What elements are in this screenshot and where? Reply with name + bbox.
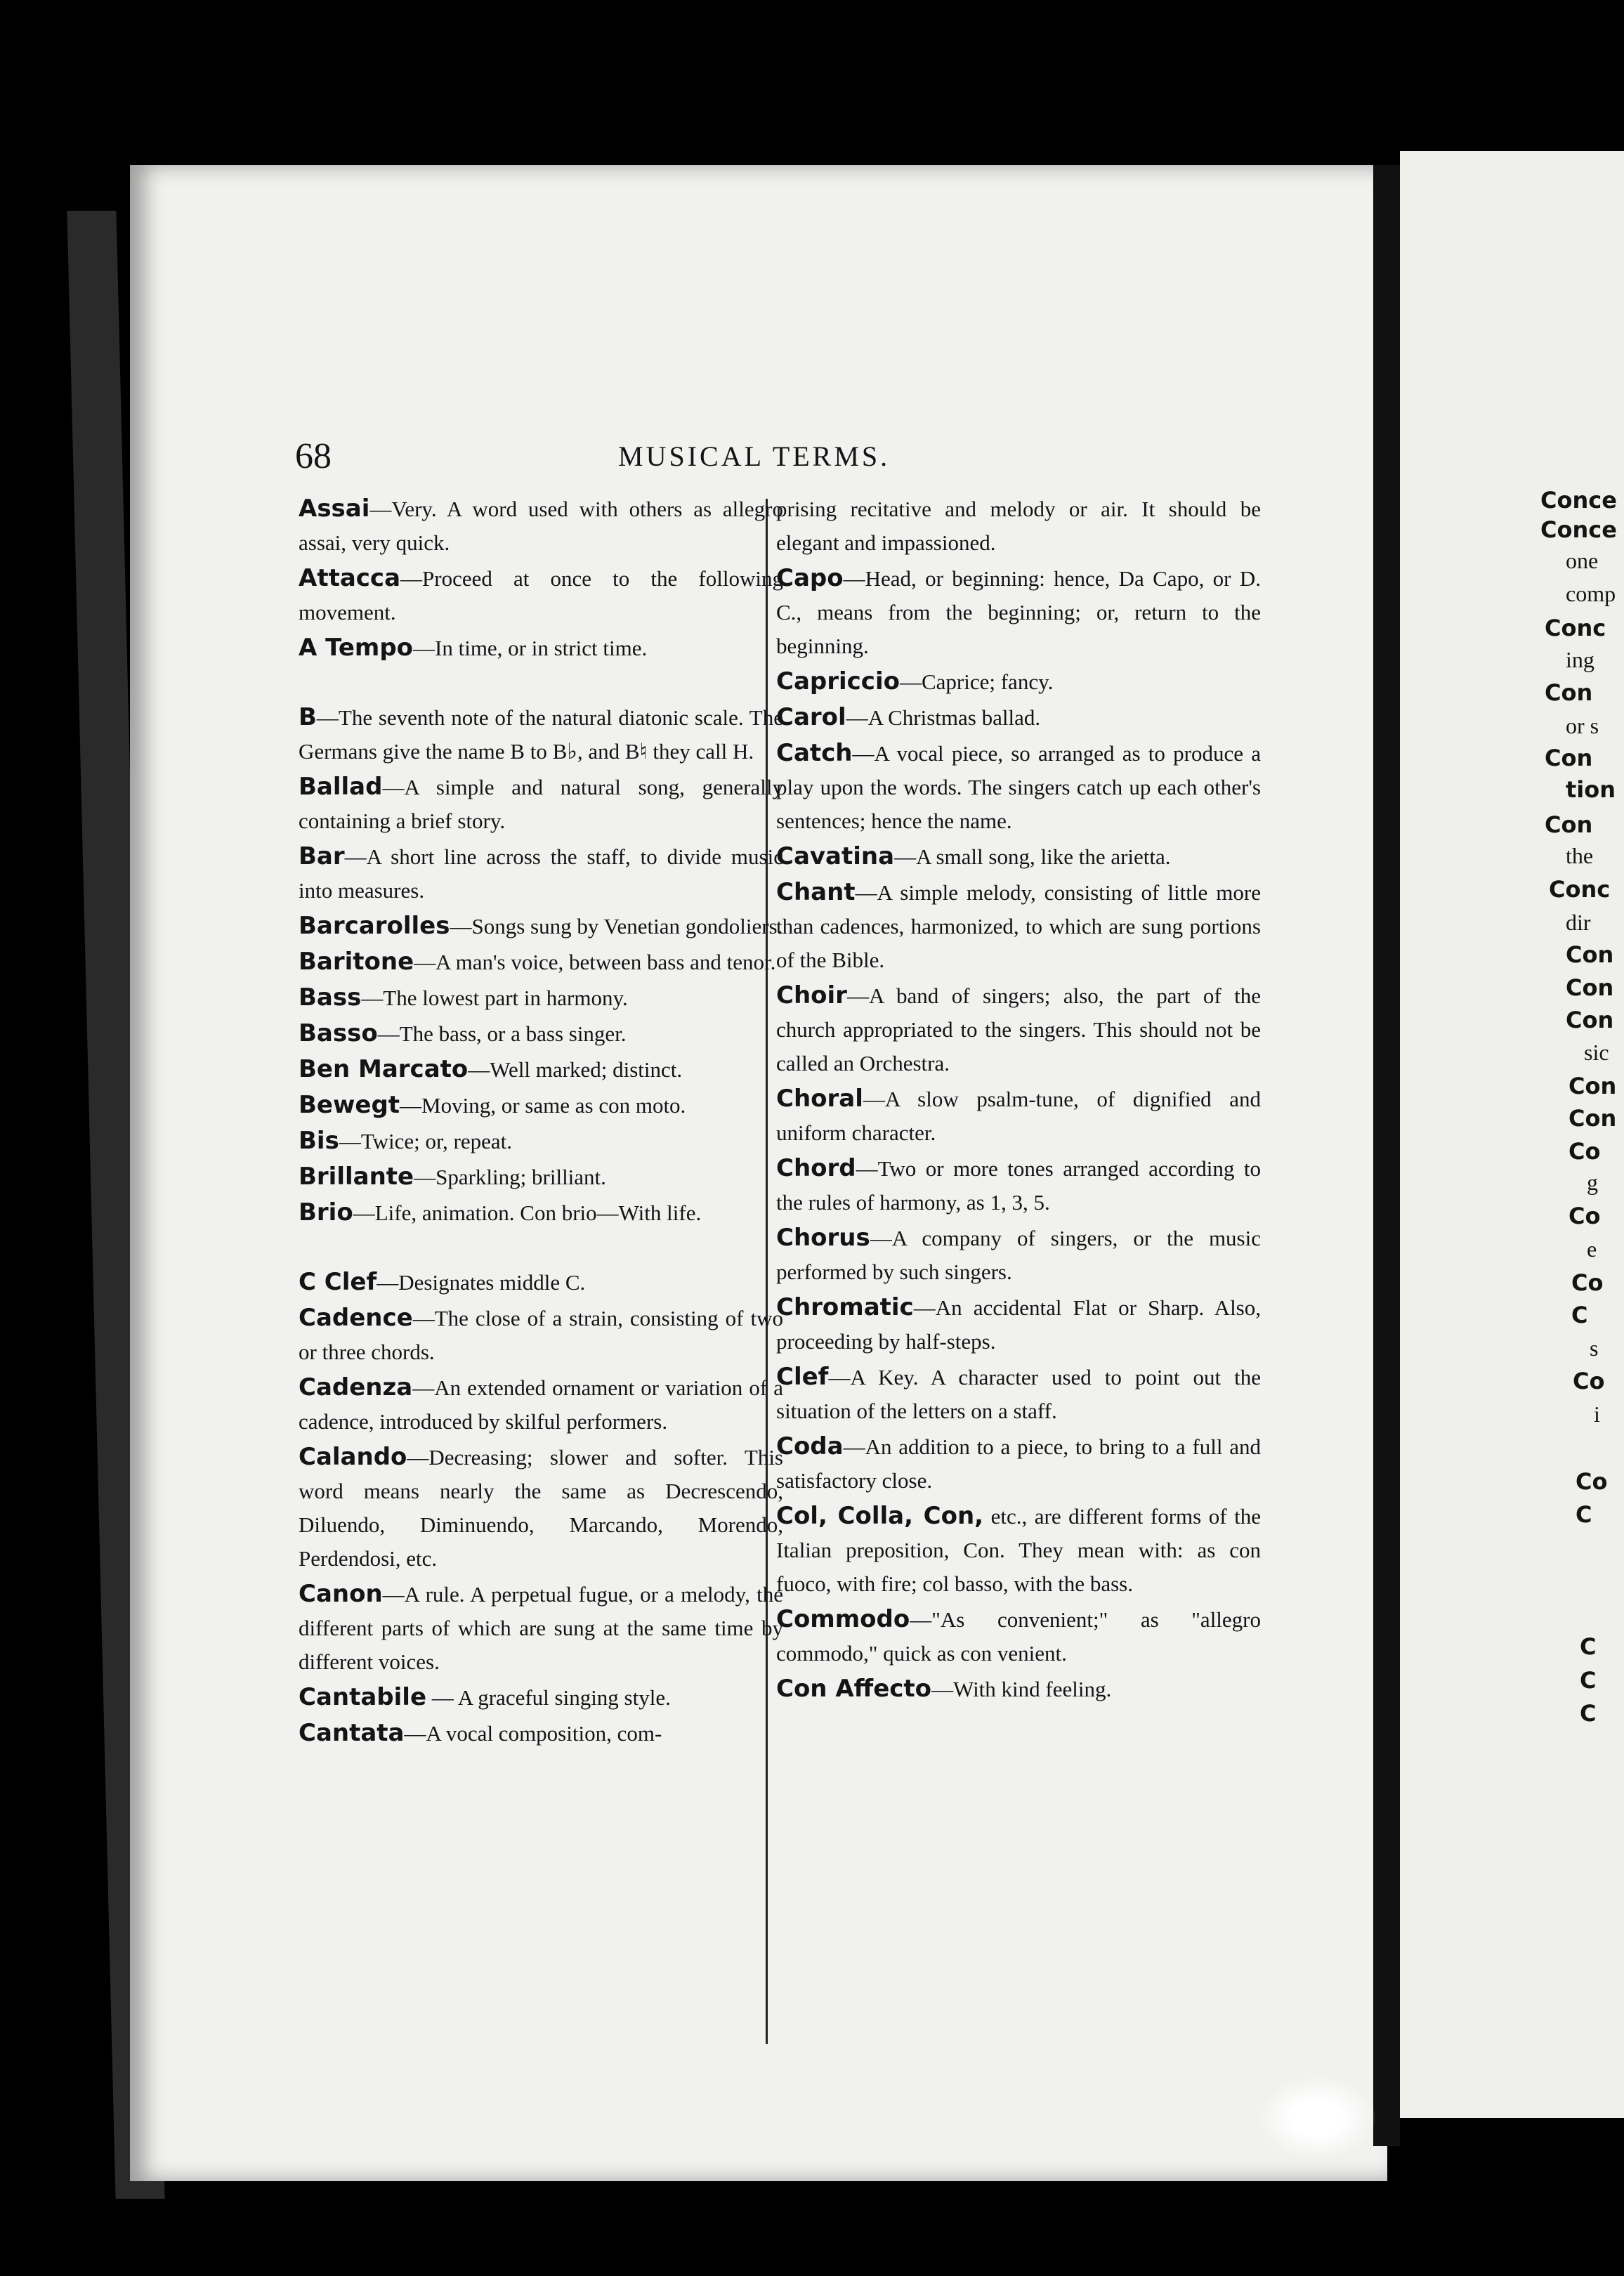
entry-term: Commodo	[776, 1605, 910, 1633]
entry-term: Baritone	[299, 948, 414, 976]
adjacent-page-text: comp	[1566, 581, 1616, 606]
glossary-entry	[299, 1577, 783, 1679]
entry-definition: —Life, animation. Con brio—With life.	[353, 1201, 702, 1225]
page-header	[295, 436, 1314, 478]
glossary-entry	[299, 1196, 783, 1230]
glossary-entry	[299, 1440, 783, 1576]
adjacent-page-text: sic	[1584, 1040, 1609, 1065]
entry-definition: — A graceful singing style.	[426, 1685, 671, 1710]
glossary-entry	[776, 875, 1261, 977]
entry-definition: —"As convenient;" as "allegro commodo," quick as con venient.	[776, 1607, 1261, 1666]
entry-term: Canon	[299, 1580, 383, 1608]
entry-term: Basso	[299, 1019, 378, 1047]
entry-term: Choral	[776, 1085, 863, 1113]
adjacent-page-text: Conce	[1540, 487, 1617, 514]
entry-definition: —Moving, or same as con moto.	[400, 1093, 686, 1118]
entry-definition: etc., are different forms of the Italian preposition, Con. They mean with: as con fuoco, with fire; col basso, with the bass.	[776, 1504, 1261, 1596]
right-column	[776, 492, 1261, 2058]
entry-term: Con Affecto	[776, 1675, 932, 1703]
glossary-entry	[299, 1265, 783, 1300]
adjacent-page-text: C	[1580, 1700, 1597, 1727]
entry-term: Cantata	[299, 1719, 405, 1747]
entry-term: Cavatina	[776, 842, 895, 870]
entry-definition: —In time, or in strict time.	[413, 636, 648, 660]
entry-definition: —With kind feeling.	[931, 1677, 1112, 1701]
entry-definition: —A company of singers, or the music performed by such singers.	[776, 1226, 1261, 1284]
entry-definition: —A slow psalm-tune, of dignified and uniform character.	[776, 1087, 1261, 1145]
entry-term: Attacca	[299, 564, 401, 592]
glossary-entry	[776, 1360, 1261, 1428]
entry-definition: prising recitative and melody or air. It should be elegant and impassioned.	[776, 497, 1261, 555]
glossary-entry	[299, 1088, 783, 1123]
glossary-entry	[299, 1371, 783, 1439]
glossary-entry	[299, 1160, 783, 1194]
entry-definition: —The lowest part in harmony.	[361, 986, 628, 1010]
adjacent-page-text: s	[1590, 1335, 1599, 1361]
adjacent-page-text: Co	[1569, 1203, 1601, 1229]
adjacent-page-text: e	[1587, 1236, 1597, 1262]
entry-definition: —A vocal piece, so arranged as to produce a play upon the words. The singers catch up each other's sentences; hence the name.	[776, 741, 1261, 833]
entry-definition: —The close of a strain, consisting of two or three chords.	[299, 1306, 783, 1364]
entry-term: Ballad	[299, 773, 383, 801]
entry-definition: —Well marked; distinct.	[468, 1057, 683, 1082]
glossary-entry	[776, 1602, 1261, 1670]
glossary-entry	[299, 770, 783, 838]
entry-term: A Tempo	[299, 634, 414, 662]
entry-definition: —Songs sung by Venetian gondoliers.	[450, 914, 783, 938]
adjacent-page-text: i	[1594, 1401, 1600, 1427]
adjacent-page-text: ing	[1566, 647, 1594, 672]
entry-term: Choir	[776, 981, 847, 1009]
glossary-entry	[776, 736, 1261, 838]
entry-definition: —A band of singers; also, the part of the church appropriated to the singers. This should not be called an Orchestra.	[776, 983, 1261, 1075]
adjacent-page-text: Con	[1545, 679, 1593, 706]
entry-definition: —Caprice; fancy.	[899, 669, 1054, 694]
adjacent-page-text: Co	[1571, 1269, 1604, 1296]
glossary-entry	[299, 981, 783, 1015]
glossary-entry	[299, 1124, 783, 1158]
entry-definition: —Sparkling; brilliant.	[414, 1165, 606, 1189]
glossary-entry	[776, 1499, 1261, 1601]
entry-term: Chant	[776, 878, 856, 906]
glossary-entry	[299, 561, 783, 629]
entry-definition: —Very. A word used with others as allegro assai, very quick.	[299, 497, 783, 555]
entry-definition: —Proceed at once to the following movement.	[299, 566, 783, 624]
entry-term: Bass	[299, 983, 362, 1012]
entry-term: Assai	[299, 495, 370, 523]
entry-definition: —A Christmas ballad.	[846, 705, 1041, 730]
glossary-entry	[299, 492, 783, 560]
entry-term: Clef	[776, 1363, 829, 1391]
glossary-entry	[299, 700, 783, 769]
entry-definition: —A vocal composition, com-	[404, 1721, 662, 1746]
entry-term: Bar	[299, 842, 345, 870]
entry-term: Brio	[299, 1198, 353, 1227]
glossary-entry	[299, 909, 783, 943]
adjacent-page	[1400, 151, 1624, 2118]
adjacent-page-text: Con	[1566, 941, 1614, 968]
entry-term: Bewegt	[299, 1091, 400, 1119]
glossary-entry	[776, 1290, 1261, 1359]
entry-term: Coda	[776, 1432, 844, 1460]
entry-term: Catch	[776, 739, 853, 767]
glossary-entry	[776, 1430, 1261, 1498]
entry-term: C Clef	[299, 1268, 377, 1296]
entry-definition: —A Key. A character used to point out the situation of the letters on a staff.	[776, 1365, 1261, 1423]
entry-term: Brillante	[299, 1163, 414, 1191]
adjacent-page-text: Co	[1573, 1368, 1605, 1394]
running-title: MUSICAL TERMS.	[618, 440, 891, 472]
glossary-entry	[776, 1082, 1261, 1150]
entry-definition: —The seventh note of the natural diatonic scale. The Germans give the name B to B♭, and B♮ they call H.	[299, 705, 783, 764]
entry-term: Chromatic	[776, 1293, 914, 1321]
adjacent-page-text: Conce	[1540, 516, 1617, 543]
entry-definition: —An extended ornament or variation of a cadence, introduced by skilful performers.	[299, 1375, 783, 1434]
entry-definition: —Two or more tones arranged according to the rules of harmony, as 1, 3, 5.	[776, 1156, 1261, 1215]
entry-term: Col, Colla, Con,	[776, 1502, 984, 1530]
adjacent-page-text: Con	[1545, 811, 1593, 838]
glossary-entry	[299, 1301, 783, 1369]
entry-term: Chorus	[776, 1224, 870, 1252]
adjacent-page-text: Con	[1566, 974, 1614, 1001]
glossary-entry	[776, 839, 1261, 874]
glossary-entry	[299, 945, 783, 979]
adjacent-page-text: or s	[1566, 713, 1599, 738]
entry-term: B	[299, 703, 317, 731]
book-gutter	[1373, 165, 1400, 2146]
entry-term: Carol	[776, 703, 846, 731]
section-gap	[299, 667, 783, 700]
glossary-entry	[776, 561, 1261, 663]
entry-term: Barcarolles	[299, 912, 450, 940]
adjacent-page-text: Conc	[1545, 615, 1606, 641]
adjacent-page-text: Con	[1545, 745, 1593, 771]
glossary-entry	[776, 1672, 1261, 1706]
entry-definition: —A simple and natural song, generally containing a brief story.	[299, 775, 783, 833]
entry-definition: —Designates middle C.	[376, 1270, 586, 1295]
entry-term: Ben Marcato	[299, 1055, 469, 1083]
glossary-entry	[776, 1151, 1261, 1219]
adjacent-page-text: C	[1580, 1667, 1597, 1694]
glossary-entry	[776, 700, 1261, 735]
entry-definition: —A short line across the staff, to divide music into measures.	[299, 844, 783, 903]
glossary-entry	[299, 839, 783, 908]
entry-definition: —An accidental Flat or Sharp. Also, proceeding by half-steps.	[776, 1295, 1261, 1354]
entry-term: Capriccio	[776, 667, 900, 695]
adjacent-page-text: C	[1576, 1501, 1592, 1528]
adjacent-page-text: tion	[1566, 776, 1616, 803]
adjacent-page-text: Con	[1569, 1105, 1617, 1132]
adjacent-page-text: Con	[1569, 1073, 1617, 1099]
glossary-entry	[299, 1052, 783, 1087]
adjacent-page-text: one	[1566, 548, 1599, 573]
entry-definition: —Twice; or, repeat.	[339, 1129, 513, 1153]
entry-term: Cantabile	[299, 1683, 427, 1711]
entry-term: Cadenza	[299, 1373, 413, 1401]
entry-term: Cadence	[299, 1304, 413, 1332]
section-gap	[299, 1231, 783, 1265]
adjacent-page-text: Co	[1576, 1468, 1608, 1495]
glossary-entry	[776, 1221, 1261, 1289]
glossary-entry	[299, 1016, 783, 1051]
adjacent-page-text: Conc	[1549, 876, 1611, 903]
entry-definition: —A small song, like the arietta.	[894, 844, 1171, 869]
adjacent-page-text: Co	[1569, 1138, 1601, 1165]
entry-definition: —A rule. A perpetual fugue, or a melody, the different parts of which are sung at the same time by different voices.	[299, 1582, 783, 1674]
glossary-entry	[776, 979, 1261, 1080]
entry-definition: —Head, or beginning: hence, Da Capo, or D. C., means from the beginning; or, return to the beginning.	[776, 566, 1261, 658]
entry-term: Bis	[299, 1127, 339, 1155]
entry-definition: —The bass, or a bass singer.	[377, 1021, 627, 1046]
entry-definition: —Decreasing; slower and softer. This word means nearly the same as Decrescendo, Diluendo, Diminuendo, Marcando, Morendo, Perdendosi, etc.	[299, 1445, 783, 1571]
adjacent-page-text: C	[1571, 1302, 1588, 1328]
entry-term: Capo	[776, 564, 844, 592]
glossary-entry	[299, 1680, 783, 1715]
adjacent-page-text: C	[1580, 1633, 1597, 1660]
entry-term: Chord	[776, 1154, 856, 1182]
entry-definition: —An addition to a piece, to bring to a full and satisfactory close.	[776, 1434, 1261, 1493]
page-number: 68	[295, 436, 332, 476]
entry-definition: —A man's voice, between bass and tenor.	[414, 950, 776, 974]
glossary-entry-continued	[776, 492, 1261, 560]
adjacent-page-text: g	[1587, 1170, 1598, 1195]
adjacent-page-text: the	[1566, 843, 1594, 868]
left-column	[299, 492, 783, 2058]
glossary-entry	[299, 631, 783, 665]
paper-damage-mark	[1257, 2076, 1377, 2160]
glossary-entry	[776, 665, 1261, 699]
adjacent-page-text: dir	[1566, 910, 1591, 935]
adjacent-page-text: Con	[1566, 1007, 1614, 1033]
entry-term: Calando	[299, 1443, 407, 1471]
entry-definition: —A simple melody, consisting of little more than cadences, harmonized, to which are sung portions of the Bible.	[776, 880, 1261, 972]
glossary-entry	[299, 1716, 783, 1751]
